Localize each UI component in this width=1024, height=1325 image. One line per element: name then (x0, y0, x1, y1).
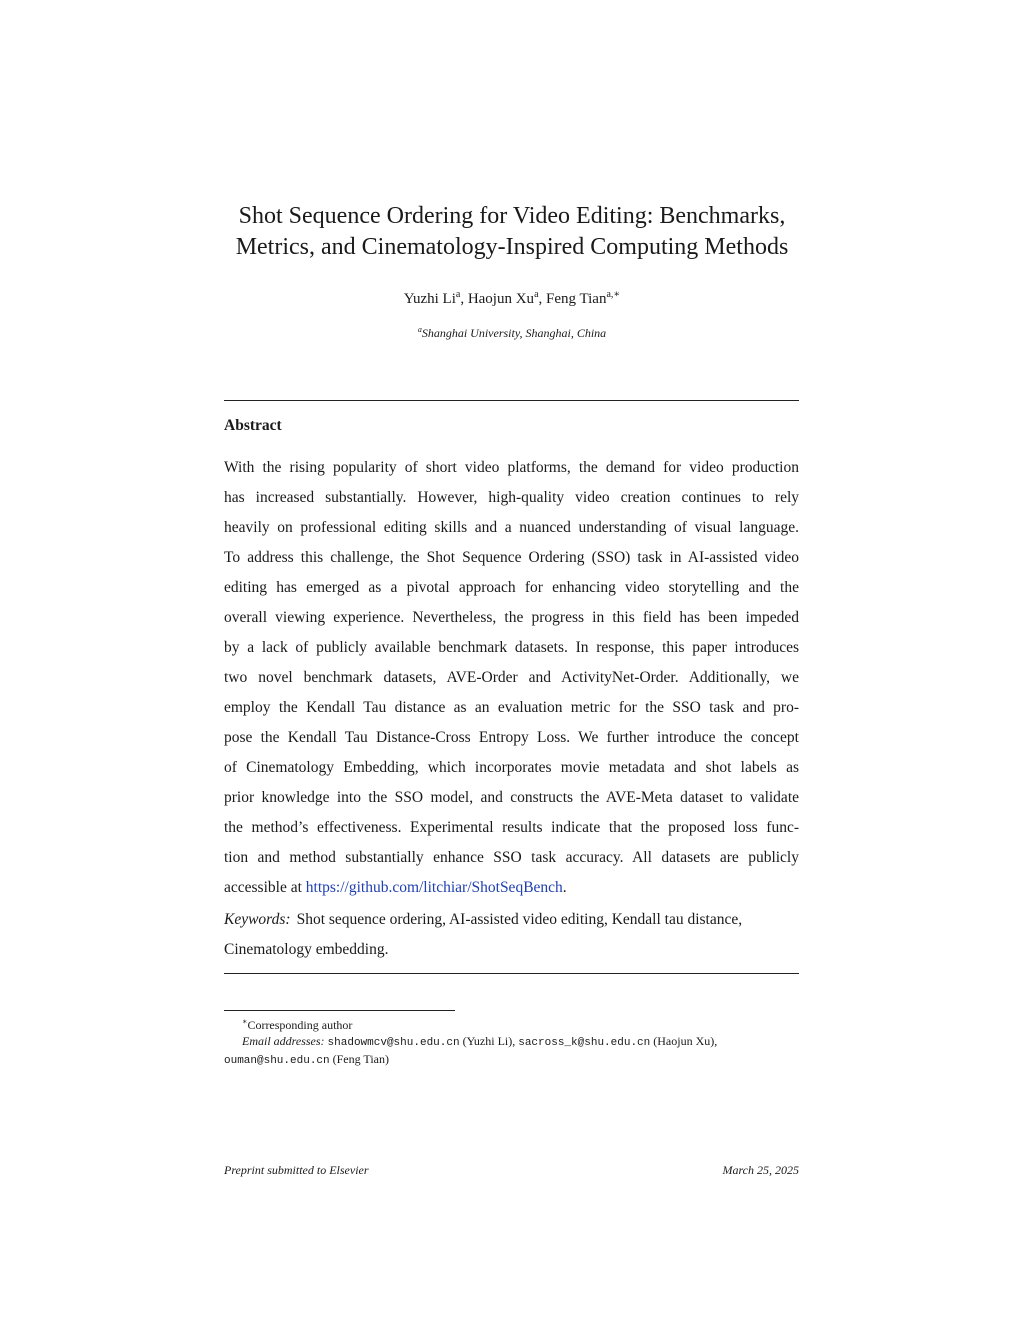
dataset-repository-link[interactable]: https://github.com/litchiar/ShotSeqBench (305, 879, 563, 896)
abstract-line: two novel benchmark datasets, AVE-Order and ActivityNet-Order. Additionally, we (224, 669, 799, 686)
affiliation-mark: a (417, 325, 422, 334)
abstract-line: With the rising popularity of short video platforms, the demand for video production (224, 459, 799, 476)
paper-title-line-2: Metrics, and Cinematology-Inspired Computing Methods (235, 234, 789, 260)
email-address[interactable]: sacross_k@shu.edu.cn (518, 1037, 651, 1049)
abstract-line: editing has emerged as a pivotal approach for enhancing video storytelling and the (224, 579, 799, 596)
corresponding-author-text: Corresponding author (247, 1018, 353, 1032)
abstract-line: To address this challenge, the Shot Sequence Ordering (SSO) task in AI-assisted video (224, 549, 799, 566)
author-separator: , (538, 291, 547, 307)
paper-title (160, 201, 864, 263)
abstract-bottom-rule (224, 973, 799, 974)
keywords-line-2: Cinematology embedding. (224, 941, 389, 958)
author-list (0, 289, 1024, 308)
abstract-last-line-suffix: . (562, 879, 567, 896)
paper-title-line-1: Shot Sequence Ordering for Video Editing: Benchmarks, (238, 203, 786, 229)
author-affiliation-mark: a (534, 289, 539, 300)
email-owner: (Yuzhi Li), (459, 1034, 519, 1048)
author-separator: , (460, 291, 468, 307)
email-owner: (Haojun Xu), (650, 1034, 718, 1048)
email-owner: (Feng Tian) (329, 1052, 389, 1066)
corresponding-author-note (224, 1014, 799, 1033)
footer-date: March 25, 2025 (722, 1163, 799, 1177)
email-addresses-line-2 (224, 1051, 799, 1069)
abstract-line: of Cinematology Embedding, which incorporates movie metadata and shot labels as (224, 759, 799, 776)
abstract-line: tion and method substantially enhance SSO task accuracy. All datasets are publicly (224, 849, 799, 866)
corresponding-mark: ∗ (242, 1017, 248, 1026)
page-footer (224, 1163, 799, 1178)
abstract-last-line-prefix: accessible at (224, 879, 306, 896)
abstract-last-line (224, 873, 799, 903)
email-addresses-label: Email addresses: (242, 1034, 325, 1048)
abstract-line: heavily on professional editing skills and a nuanced understanding of visual language. (224, 519, 799, 536)
affiliation (0, 325, 1024, 341)
author-affiliation-mark: a (455, 289, 461, 300)
email-address[interactable]: shadowmcv@shu.edu.cn (327, 1037, 460, 1049)
author-affiliation-mark: a,∗ (606, 289, 621, 300)
abstract-heading: Abstract (224, 417, 282, 434)
footnotes (224, 1014, 799, 1069)
keywords (224, 905, 799, 965)
abstract-line: has increased substantially. However, high-quality video creation continues to rely (224, 489, 799, 506)
abstract-line: employ the Kendall Tau distance as an evaluation metric for the SSO task and pro- (224, 699, 799, 716)
abstract-line: by a lack of publicly available benchmark datasets. In response, this paper introduces (224, 639, 799, 656)
abstract-top-rule (224, 400, 799, 401)
keywords-line-1 (224, 905, 799, 935)
abstract-body (224, 453, 799, 903)
affiliation-text: Shanghai University, Shanghai, China (421, 326, 607, 340)
footnote-rule (224, 1010, 455, 1011)
keywords-text: Shot sequence ordering, AI-assisted video editing, Kendall tau distance, (296, 911, 743, 928)
arxiv-identifier-stamp (18, 345, 78, 945)
footer-preprint-note: Preprint submitted to Elsevier (224, 1163, 369, 1177)
abstract-line: overall viewing experience. Nevertheless, the progress in this field has been impeded (224, 609, 799, 626)
abstract-line: prior knowledge into the SSO model, and constructs the AVE-Meta dataset to validate (224, 789, 799, 806)
author-name: Haojun Xu (467, 291, 535, 307)
author-name: Feng Tian (546, 291, 607, 307)
abstract-line: the method’s effectiveness. Experimental results indicate that the proposed loss func- (224, 819, 799, 836)
author-name: Yuzhi Li (403, 291, 456, 307)
email-address[interactable]: ouman@shu.edu.cn (224, 1055, 330, 1067)
abstract-line: pose the Kendall Tau Distance-Cross Entropy Loss. We further introduce the concept (224, 729, 799, 746)
email-addresses-line (224, 1033, 799, 1051)
keywords-label: Keywords: (224, 911, 291, 928)
